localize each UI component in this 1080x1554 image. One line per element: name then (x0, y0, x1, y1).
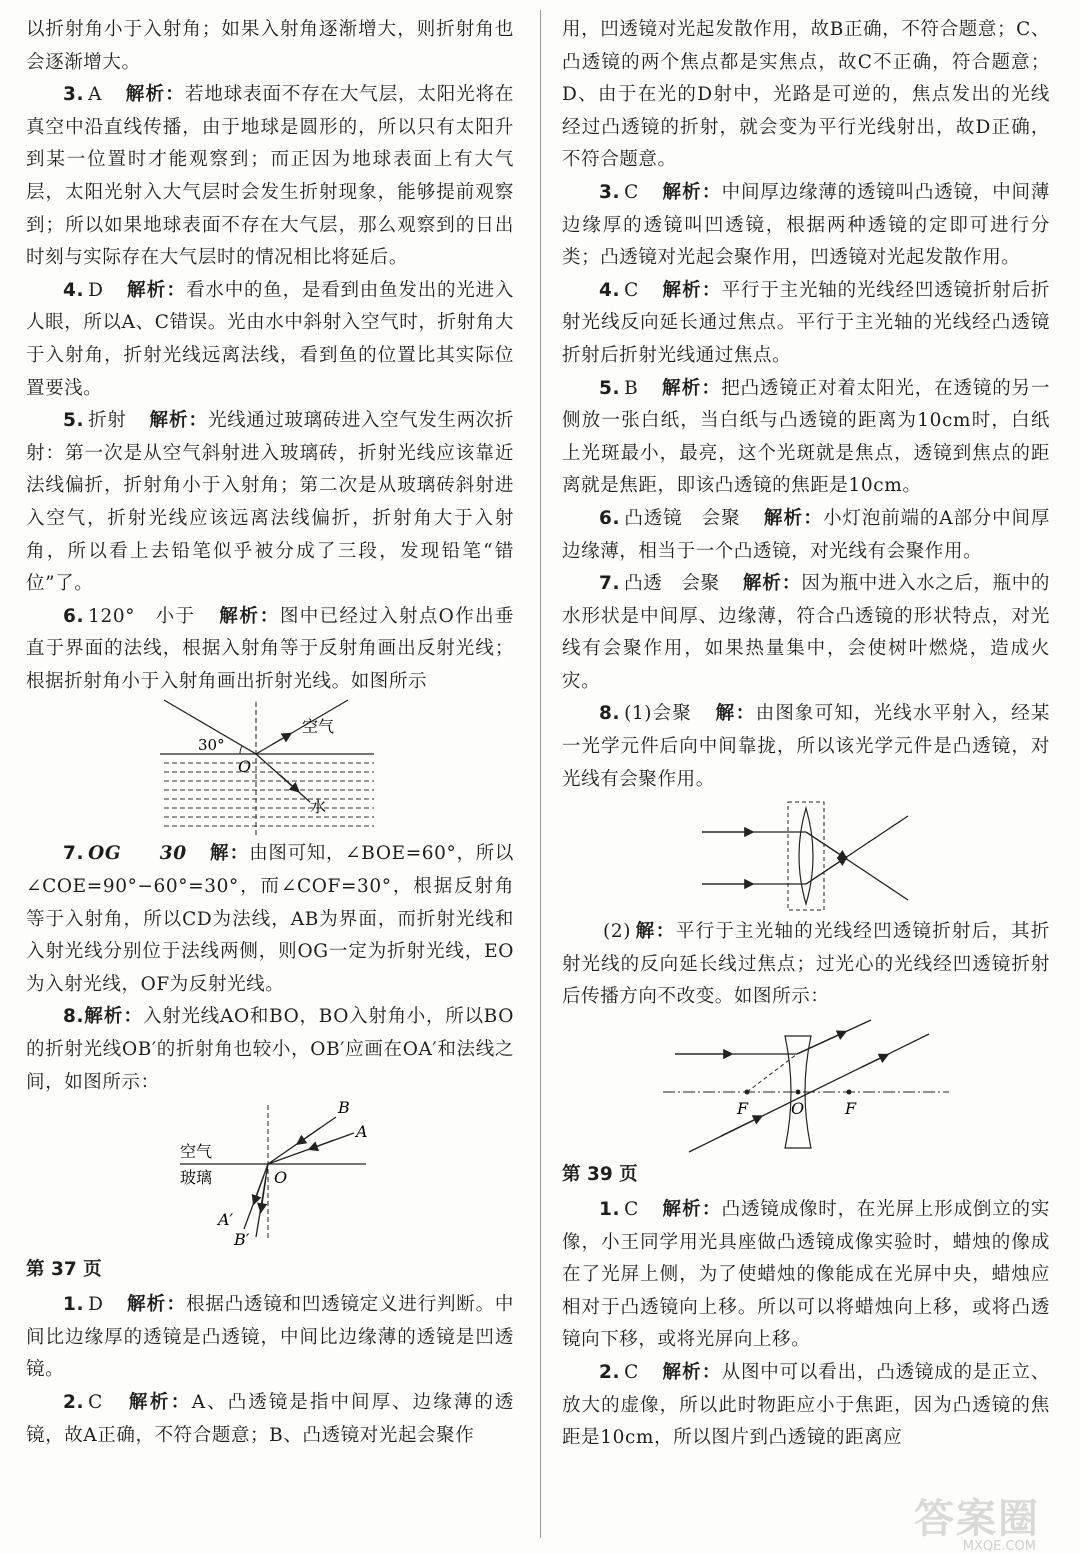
convex-lens (799, 808, 813, 904)
item-number: 7. (63, 843, 85, 865)
answer-choice: C (624, 1199, 639, 1221)
answer-item-37-2 (26, 1387, 514, 1452)
answer-item-4 (26, 275, 514, 405)
label-B-prime: B′ (234, 1230, 250, 1250)
answer-choice: C (88, 1392, 103, 1413)
answer-choice: OG 30 (88, 843, 187, 865)
analysis-tag: 解析： (662, 181, 722, 203)
item-number: 6. (599, 507, 621, 529)
analysis-tag: 解析： (662, 1362, 722, 1383)
answer-choice: D (88, 279, 104, 301)
answer-item-5 (562, 373, 1050, 503)
focus-label-left: F (737, 1099, 749, 1119)
item-number: 3. (63, 84, 85, 106)
analysis-tag: 解析： (125, 84, 186, 106)
analysis-text: 中间厚边缘薄的透镜叫凸透镜，中间薄边缘厚的透镜叫凹透镜，根据两种透镜的定即可进行分类；凸透镜对光起会聚作用，凹透镜对光起发散作用。 (562, 181, 1050, 269)
water-hatching (164, 763, 374, 826)
column-divider (540, 10, 541, 1538)
analysis-tag: 解析： (127, 1294, 187, 1316)
analysis-text: 若地球表面不存在大气层，太阳光将在真空中沿直线传播，由于地球是圆形的，所以只有太阳升到某一位置时才能观察到；而正因为地球表面上有大气层，太阳光射入大气层时会发生折射现象，能够提前观察到；所以如果地球表面不存在大气层，那么观察到的日出时刻与实际存在大气层时的情况相比将延后。 (26, 84, 514, 269)
item-number: 4. (599, 279, 621, 301)
analysis-text: 看水中的鱼，是看到由鱼发出的光进入人眼，所以A、C错误。光由水中斜射入空气时，折射角大于入射角，折射光线远离法线，看到鱼的位置比其实际位置要浅。 (26, 279, 514, 399)
answer-choice: C (624, 181, 639, 203)
analysis-tag: 解析： (219, 605, 280, 627)
analysis-tag: 解析： (661, 377, 722, 399)
angle-label: 30° (198, 736, 225, 755)
analysis-text: 平行于主光轴的光线经凹透镜折射后，其折射光线的反向延长线过焦点；过光心的光线经凹透镜折射后传播方向不改变。如图所示： (562, 921, 1050, 1008)
focus-point-left (745, 1090, 750, 1095)
answer-item-37-1 (26, 1289, 514, 1387)
page-heading-39: 第 39 页 (562, 1164, 638, 1186)
answer-item-8-1 (562, 698, 1050, 796)
item-number: 2. (599, 1362, 621, 1383)
analysis-text: 从图中可以看出，凸透镜成的是正立、放大的虚像，所以此时物距应小于焦距，因为凸透镜的焦距是10cm，所以图片到凸透镜的距离应 (562, 1362, 1050, 1449)
origin-label: O (274, 1168, 288, 1188)
answer-choice: A (88, 84, 103, 106)
answer-item-7 (26, 838, 514, 1001)
analysis-text: 图中已经过入射点O作出垂直于界面的法线，根据入射角等于反射角画出反射光线；根据折射角小于入射角画出折射光线。如图所示 (26, 605, 514, 692)
concave-lens-figure (661, 1014, 951, 1154)
analysis-text: 小灯泡前端的A部分中间厚边缘薄，相当于一个凸透镜，对光线有会聚作用。 (562, 507, 1050, 562)
analysis-tag: 解： (209, 843, 250, 865)
analysis-tag: 解析： (128, 1392, 192, 1413)
analysis-tag: 解析： (149, 410, 209, 432)
label-A-prime: A′ (218, 1210, 234, 1230)
watermark-url: MXQE.COM (962, 1539, 1036, 1554)
air-label: 空气 (302, 717, 335, 737)
answer-item-6 (26, 601, 514, 699)
analysis-text: 入射光线AO和BO，BO入射角小，所以BO的折射光线OB′的折射角也较小，OB′应画在OA′和法线之间，如图所示： (26, 1006, 514, 1093)
analysis-text: 由图象可知，光线水平射入，经某一光学元件后向中间靠拢，所以该光学元件是凸透镜，对光线有会聚作用。 (562, 703, 1050, 790)
item-number: 3. (599, 181, 621, 203)
focus-point-right (847, 1090, 852, 1095)
answer-item-6 (562, 503, 1050, 568)
answer-choice: (1)会聚 (624, 703, 692, 725)
glass-label: 玻璃 (180, 1168, 213, 1188)
answer-choice: D (88, 1294, 104, 1316)
item-number: 4. (63, 279, 85, 301)
analysis-tag: 解： (635, 921, 676, 943)
analysis-tag: 解析： (763, 507, 824, 529)
answer-item-3 (562, 177, 1050, 275)
answer-item-5 (26, 405, 514, 601)
paragraph-continued: 以折射角小于入射角；如果入射角逐渐增大，则折射角也会逐渐增大。 (26, 19, 514, 73)
answer-item-8 (26, 1001, 514, 1099)
analysis-text: 因为瓶中进入水之后，瓶中的水形状是中间厚、边缘薄，符合凸透镜的形状特点，对光线有会聚作用，如果热量集中，会使树叶燃烧，造成火灾。 (562, 573, 1050, 692)
item-number: 5. (599, 377, 621, 399)
refraction-figure-water (160, 698, 380, 838)
left-column (26, 14, 514, 1452)
refraction-figure-glass (170, 1099, 370, 1249)
analysis-tag: 解： (715, 703, 756, 725)
optical-element-box (788, 802, 824, 910)
analysis-text: 根据凸透镜和凹透镜定义进行判断。中间比边缘厚的透镜是凸透镜，中间比边缘薄的透镜是凹透镜。 (26, 1294, 514, 1381)
answer-choice: C (624, 1362, 639, 1383)
center-label: O (791, 1099, 805, 1119)
optical-center-point (796, 1090, 801, 1095)
answer-choice: 120° 小于 (88, 605, 196, 627)
focus-label-right: F (845, 1099, 857, 1119)
answer-item-3 (26, 79, 514, 275)
analysis-text: 平行于主光轴的光线经凹透镜折射后折射光线反向延长通过焦点。平行于主光轴的光线经凸透镜折射后折射光线通过焦点。 (562, 279, 1050, 366)
item-number: 8. (63, 1006, 85, 1028)
item-number: 8. (599, 703, 621, 725)
item-number: 6. (63, 605, 85, 627)
answer-choice: 折射 (88, 410, 127, 432)
right-column (562, 14, 1050, 1455)
analysis-tag: 解析： (662, 279, 722, 301)
label-B: B (338, 1099, 350, 1118)
label-A: A (356, 1122, 368, 1142)
answer-choice: 凸透镜 会聚 (624, 507, 741, 529)
paragraph-continued: 用，凹透镜对光起发散作用，故B正确，不符合题意；C、凸透镜的两个焦点都是实焦点，故C不正确，符合题意；D、由于在光的D射中，光路是可逆的，焦点发出的光线经过凸透镜的折射，就会变为平行光线射出，故D正确，不符合题意。 (562, 19, 1050, 171)
analysis-tag: 解析： (127, 279, 187, 301)
item-number: 1. (63, 1294, 85, 1316)
analysis-text: 由图可知，∠BOE=60°，所以∠COE=90°−60°=30°，而∠COF=30°，根据反射角等于入射角，所以CD为法线，AB为界面，而折射光线和入射光线分别位于法线两侧，则OG一定为折射光线，EO为入射光线，OF为反射光线。 (26, 843, 514, 995)
answer-item-7 (562, 568, 1050, 698)
answer-choice: (2) (603, 921, 632, 943)
analysis-tag: 解析： (742, 573, 802, 595)
page-heading-37: 第 37 页 (26, 1259, 102, 1281)
answer-item-4 (562, 275, 1050, 373)
answer-choice: 凸透 会聚 (624, 573, 720, 595)
analysis-tag: 解析： (84, 1006, 144, 1028)
answer-item-39-2 (562, 1357, 1050, 1455)
origin-label: O (238, 757, 252, 777)
analysis-text: A、凸透镜是指中间厚、边缘薄的透镜，故A正确，不符合题意；B、凸透镜对光起会聚作 (26, 1392, 514, 1446)
answer-choice: C (624, 279, 639, 301)
analysis-text: 把凸透镜正对着太阳光，在透镜的另一侧放一张白纸，当白纸与凸透镜的距离为10cm时，白纸上光斑最小，最亮，这个光斑就是焦点，透镜到焦点的距离就是焦距，即该凸透镜的焦距是10cm。 (562, 377, 1051, 497)
water-label: 水 (310, 797, 327, 817)
answer-item-39-1 (562, 1194, 1050, 1357)
analysis-text: 凸透镜成像时，在光屏上形成倒立的实像，小王同学用光具座做凸透镜成像实验时，蜡烛的像成在了光屏上侧，为了使蜡烛的像能成在光屏中央，蜡烛应相对于凸透镜向上移。所以可以将蜡烛向上移，或将凸透镜向下移，或将光屏向上移。 (562, 1199, 1050, 1351)
convex-lens-figure (696, 796, 916, 916)
answer-item-8-2 (562, 916, 1050, 1014)
item-number: 1. (599, 1199, 621, 1221)
analysis-tag: 解析： (662, 1199, 722, 1221)
item-number: 7. (599, 573, 621, 595)
item-number: 2. (63, 1392, 85, 1413)
watermark-logo: 答案圈 (914, 1496, 1040, 1542)
air-label: 空气 (180, 1142, 213, 1162)
analysis-text: 光线通过玻璃砖进入空气发生两次折射：第一次是从空气斜射进入玻璃砖，折射光线应该靠近法线偏折，折射角小于入射角；第二次是从玻璃砖斜射进入空气，折射光线应该远离法线偏折，折射角大于入射角，所以看上去铅笔似乎被分成了三段，发现铅笔“错位”了。 (26, 410, 514, 595)
answer-choice: B (624, 377, 639, 399)
item-number: 5. (63, 410, 85, 432)
